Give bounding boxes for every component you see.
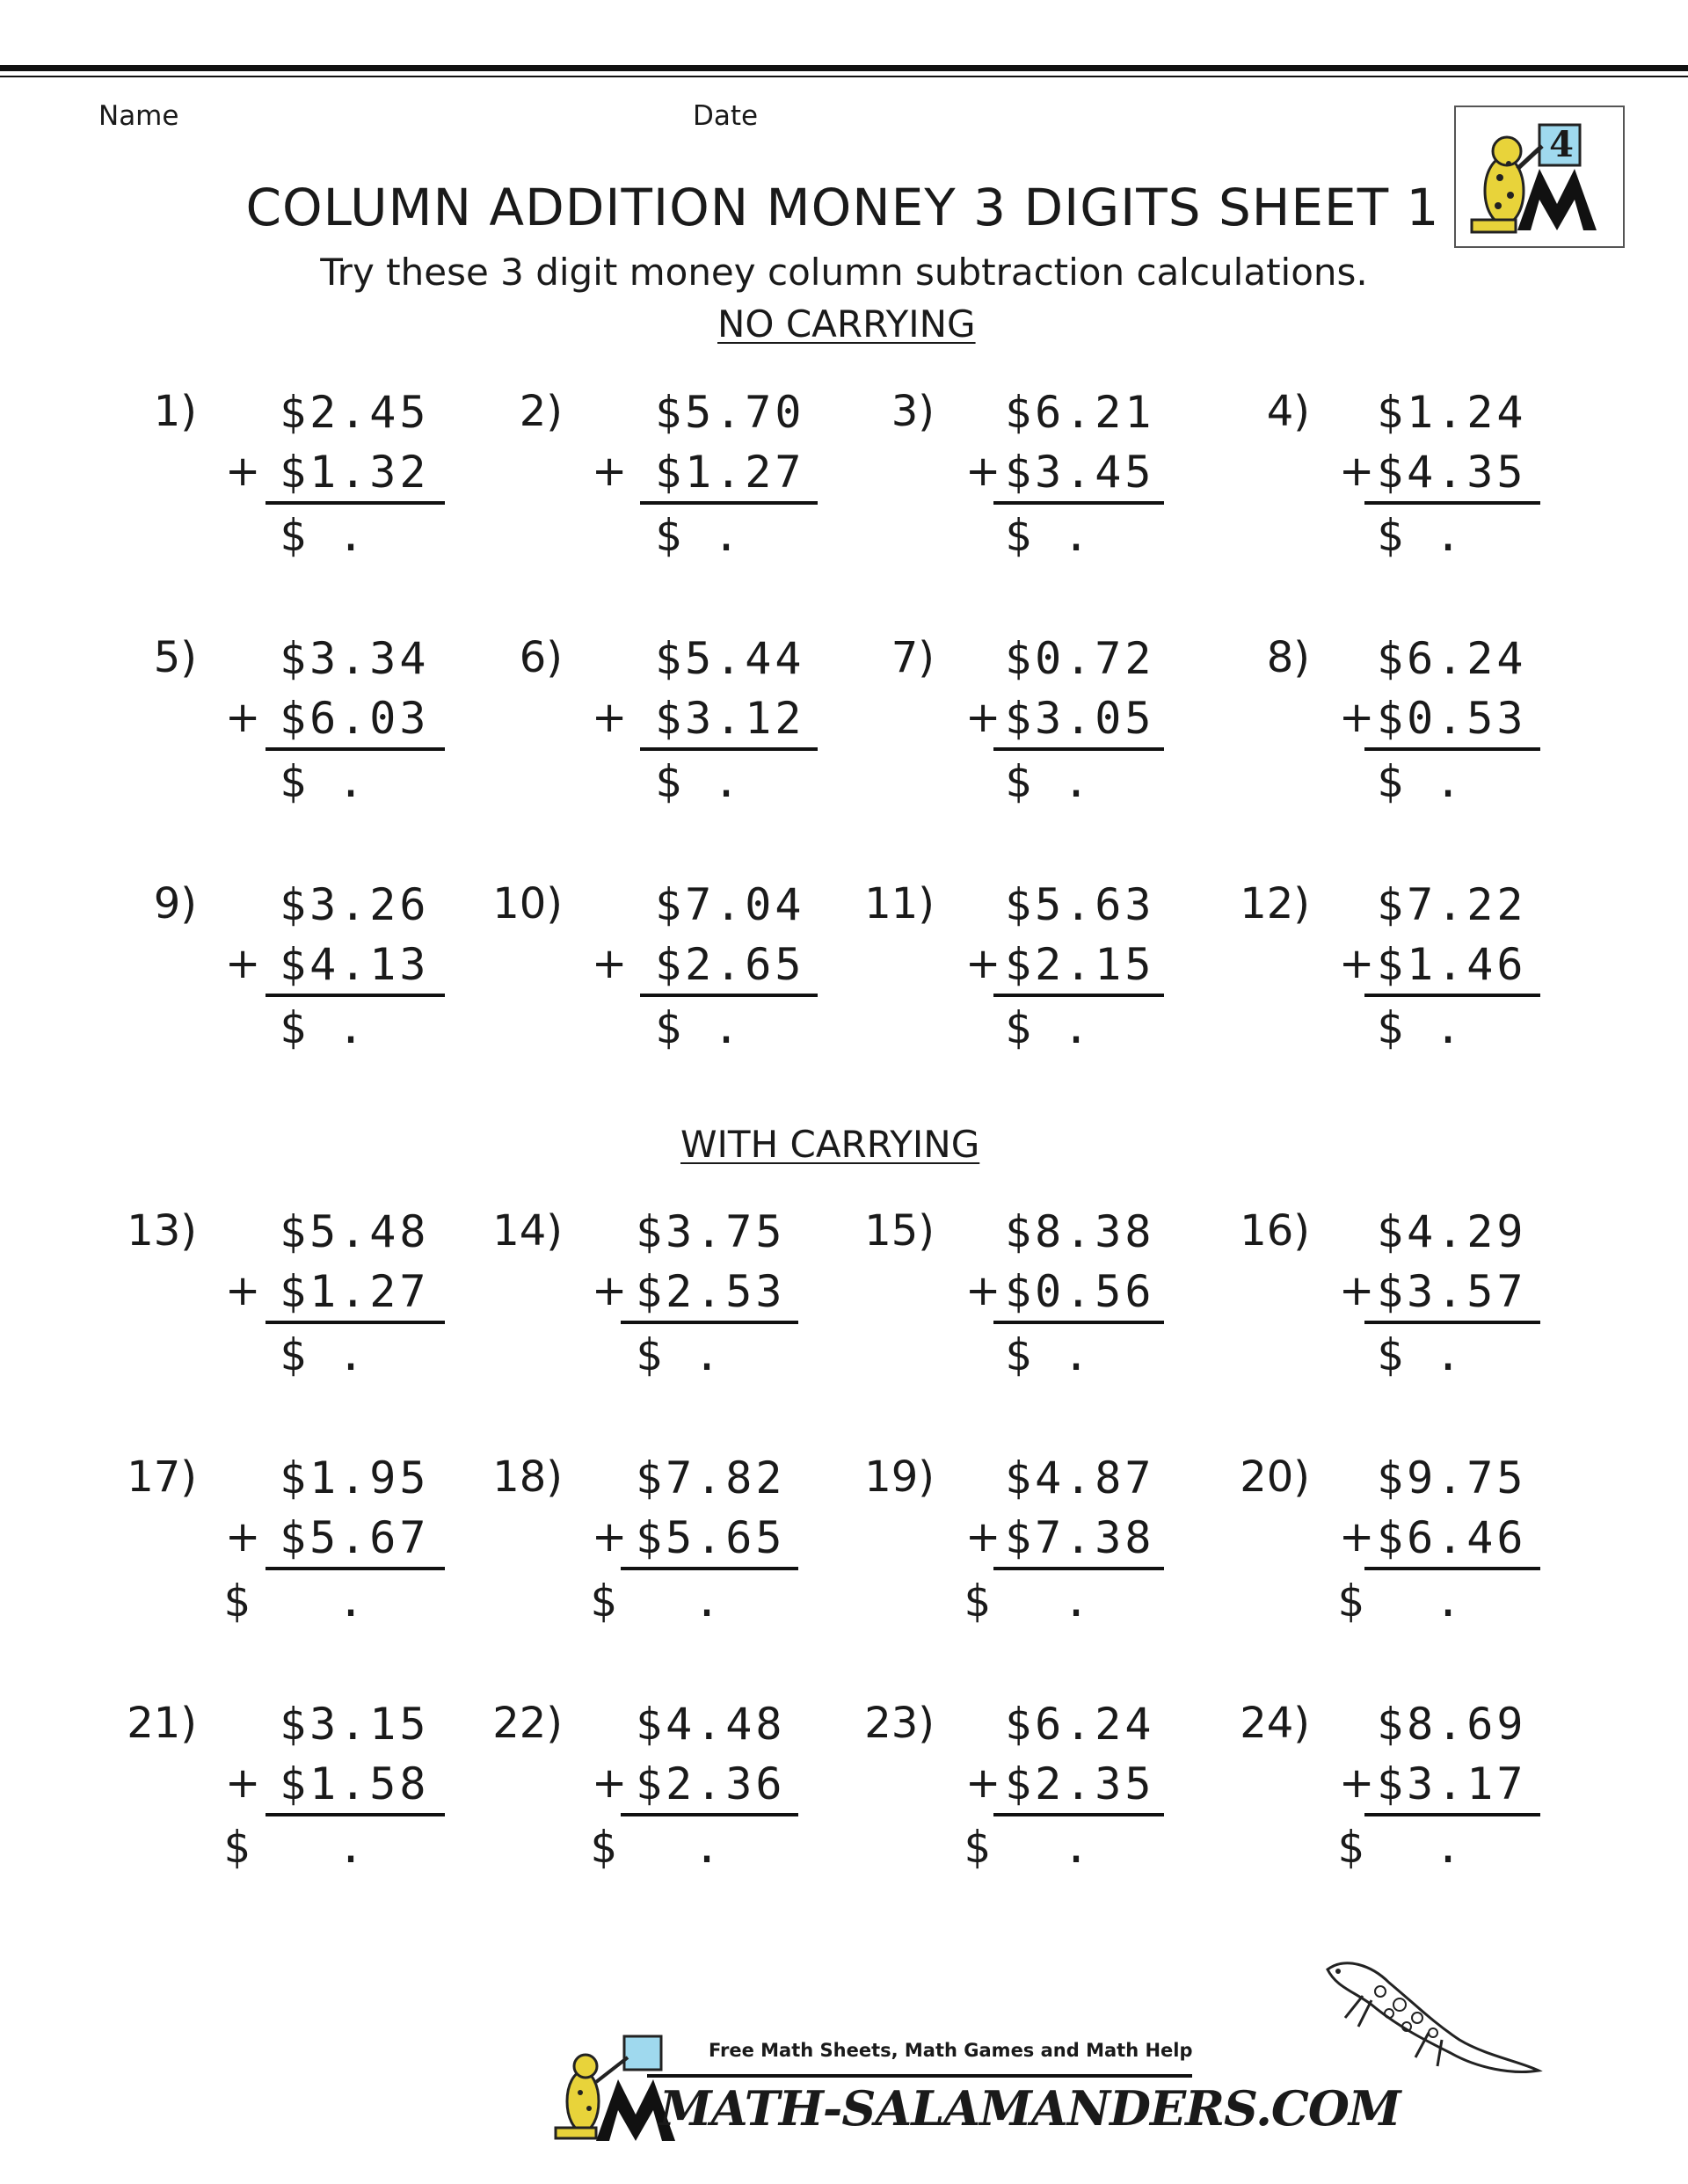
problem-addend-bottom: $6.46 [1377,1512,1527,1563]
problem-addend-bottom: $5.65 [636,1512,786,1563]
answer-dot: . [338,1002,365,1053]
answer-line [640,994,818,997]
answer-line [1364,1321,1540,1324]
answer-dot: . [1435,1576,1462,1627]
answer-line [993,1813,1164,1816]
answer-line [266,1813,445,1816]
problem-number: 8) [1266,633,1310,682]
footer-rule [647,2074,1192,2078]
problem-addend-bottom: $1.32 [280,447,430,498]
plus-sign: + [965,939,1001,988]
problem-addend-bottom: $1.46 [1377,939,1527,990]
problem-addend-top: $7.82 [636,1452,786,1503]
answer-line [1364,501,1540,505]
plus-sign: + [1339,939,1375,988]
answer-line [621,1813,798,1816]
problem-addend-bottom: $2.15 [1005,939,1155,990]
answer-dollar: $ [223,1576,251,1627]
plus-sign: + [1339,1758,1375,1808]
answer-dollar: $ [964,1822,991,1873]
problem-addend-bottom: $6.03 [280,693,430,744]
answer-line [621,1567,798,1570]
problem-addend-top: $5.48 [280,1206,430,1257]
problem-number: 9) [153,879,197,928]
answer-dot: . [694,1822,721,1873]
plus-sign: + [1339,447,1375,496]
answer-dollar: $ [655,1002,682,1053]
answer-dot: . [1063,510,1090,561]
problem-addend-top: $6.21 [1005,387,1155,438]
problem-addend-bottom: $2.35 [1005,1758,1155,1809]
problem-number: 21) [127,1699,197,1748]
problem-addend-top: $5.63 [1005,879,1155,930]
answer-dot: . [694,1576,721,1627]
problem-number: 20) [1240,1452,1310,1502]
problem-number: 14) [492,1206,563,1256]
answer-line [993,501,1164,505]
answer-dollar: $ [280,756,307,807]
salamander-illustration [1319,1952,1547,2084]
problem-addend-top: $7.04 [655,879,805,930]
problem-addend-top: $7.22 [1377,879,1527,930]
logo-badge-number: 4 [1549,124,1574,165]
answer-dollar: $ [590,1576,617,1627]
answer-dollar: $ [1377,510,1404,561]
answer-dollar: $ [1377,756,1404,807]
problem-number: 10) [492,879,563,928]
problem-addend-top: $3.34 [280,633,430,684]
answer-line [1364,747,1540,751]
problem-number: 13) [127,1206,197,1256]
problem-number: 18) [492,1452,563,1502]
answer-dot: . [1435,510,1462,561]
answer-dot: . [1063,1002,1090,1053]
answer-dot: . [338,1329,365,1380]
answer-dollar: $ [280,1329,307,1380]
plus-sign: + [592,939,628,988]
problem-addend-bottom: $1.58 [280,1758,430,1809]
plus-sign: + [592,447,628,496]
problem-addend-bottom: $1.27 [655,447,805,498]
problem-addend-top: $2.45 [280,387,430,438]
plus-sign: + [592,1512,628,1562]
section-no-carrying: NO CARRYING [717,302,976,346]
answer-dot: . [1063,1329,1090,1380]
problem-number: 1) [153,387,197,436]
page-title: COLUMN ADDITION MONEY 3 DIGITS SHEET 1 [245,178,1440,237]
problem-addend-bottom: $2.53 [636,1266,786,1317]
answer-dollar: $ [223,1822,251,1873]
problem-addend-top: $3.15 [280,1699,430,1750]
section-with-carrying: WITH CARRYING [680,1123,980,1166]
problem-addend-top: $6.24 [1377,633,1527,684]
answer-dollar: $ [1005,510,1032,561]
problem-addend-bottom: $0.56 [1005,1266,1155,1317]
footer-tagline: Free Math Sheets, Math Games and Math Help [709,2040,1193,2061]
problem-addend-top: $6.24 [1005,1699,1155,1750]
plus-sign: + [965,693,1001,742]
answer-dot: . [713,510,740,561]
answer-line [621,1321,798,1324]
answer-line [266,1321,445,1324]
problem-addend-top: $4.29 [1377,1206,1527,1257]
answer-line [266,501,445,505]
problem-number: 6) [519,633,563,682]
problem-addend-top: $8.69 [1377,1699,1527,1750]
answer-line [266,994,445,997]
answer-dot: . [1063,1576,1090,1627]
answer-line [1364,1813,1540,1816]
plus-sign: + [225,447,261,496]
answer-line [993,1321,1164,1324]
answer-dot: . [1435,756,1462,807]
answer-dot: . [1435,1822,1462,1873]
problem-addend-bottom: $2.36 [636,1758,786,1809]
plus-sign: + [965,1758,1001,1808]
answer-line [993,747,1164,751]
problem-number: 23) [864,1699,935,1748]
problem-addend-bottom: $3.12 [655,693,805,744]
answer-dollar: $ [280,1002,307,1053]
answer-dollar: $ [964,1576,991,1627]
plus-sign: + [225,939,261,988]
answer-dollar: $ [1377,1002,1404,1053]
answer-line [266,747,445,751]
problem-addend-bottom: $4.13 [280,939,430,990]
plus-sign: + [965,447,1001,496]
answer-dot: . [1063,756,1090,807]
answer-dollar: $ [655,510,682,561]
answer-dollar: $ [1005,756,1032,807]
problem-number: 4) [1266,387,1310,436]
problem-number: 19) [864,1452,935,1502]
footer-site-name: MATH-SALAMANDERS.COM [659,2080,1401,2137]
answer-dollar: $ [1337,1576,1364,1627]
problem-addend-bottom: $3.05 [1005,693,1155,744]
top-rule-thin [0,76,1688,77]
answer-dot: . [338,510,365,561]
problem-addend-bottom: $3.57 [1377,1266,1527,1317]
name-label: Name [98,100,179,132]
problem-addend-bottom: $0.53 [1377,693,1527,744]
problem-number: 12) [1240,879,1310,928]
answer-dollar: $ [636,1329,663,1380]
problem-addend-top: $9.75 [1377,1452,1527,1503]
problem-number: 15) [864,1206,935,1256]
answer-dollar: $ [590,1822,617,1873]
answer-dot: . [1063,1822,1090,1873]
plus-sign: + [225,1512,261,1562]
problem-number: 22) [492,1699,563,1748]
problem-number: 3) [891,387,935,436]
answer-dot: . [1435,1329,1462,1380]
answer-dollar: $ [280,510,307,561]
answer-dot: . [713,1002,740,1053]
problem-addend-bottom: $7.38 [1005,1512,1155,1563]
problem-addend-bottom: $3.17 [1377,1758,1527,1809]
plus-sign: + [1339,693,1375,742]
problem-addend-top: $5.44 [655,633,805,684]
answer-dot: . [338,1822,365,1873]
problem-addend-bottom: $5.67 [280,1512,430,1563]
problem-addend-top: $1.95 [280,1452,430,1503]
answer-line [1364,994,1540,997]
plus-sign: + [592,693,628,742]
answer-dollar: $ [1005,1329,1032,1380]
answer-dollar: $ [655,756,682,807]
answer-dollar: $ [1005,1002,1032,1053]
problem-addend-top: $1.24 [1377,387,1527,438]
answer-line [640,747,818,751]
problem-addend-bottom: $3.45 [1005,447,1155,498]
answer-dot: . [694,1329,721,1380]
problem-addend-bottom: $1.27 [280,1266,430,1317]
answer-dot: . [713,756,740,807]
plus-sign: + [965,1512,1001,1562]
plus-sign: + [965,1266,1001,1315]
answer-line [266,1567,445,1570]
answer-dot: . [338,1576,365,1627]
answer-line [640,501,818,505]
answer-line [993,994,1164,997]
plus-sign: + [225,1266,261,1315]
problem-addend-top: $0.72 [1005,633,1155,684]
problem-addend-top: $4.48 [636,1699,786,1750]
plus-sign: + [225,1758,261,1808]
salamander-icon [1319,1952,1547,2084]
problem-addend-top: $3.26 [280,879,430,930]
problem-addend-bottom: $2.65 [655,939,805,990]
problem-number: 5) [153,633,197,682]
problem-number: 11) [864,879,935,928]
answer-line [1364,1567,1540,1570]
problem-number: 24) [1240,1699,1310,1748]
problem-addend-bottom: $4.35 [1377,447,1527,498]
problem-addend-top: $5.70 [655,387,805,438]
top-rule [0,65,1688,71]
plus-sign: + [1339,1512,1375,1562]
answer-dot: . [1435,1002,1462,1053]
date-label: Date [693,100,759,132]
problem-number: 17) [127,1452,197,1502]
problem-addend-top: $8.38 [1005,1206,1155,1257]
plus-sign: + [225,693,261,742]
plus-sign: + [592,1266,628,1315]
answer-dot: . [338,756,365,807]
answer-dollar: $ [1337,1822,1364,1873]
problem-number: 16) [1240,1206,1310,1256]
problem-number: 2) [519,387,563,436]
problem-addend-top: $4.87 [1005,1452,1155,1503]
answer-line [993,1567,1164,1570]
page-subtitle: Try these 3 digit money column subtraction calculations. [320,251,1368,294]
plus-sign: + [592,1758,628,1808]
answer-dollar: $ [1377,1329,1404,1380]
problem-number: 7) [891,633,935,682]
problem-addend-top: $3.75 [636,1206,786,1257]
plus-sign: + [1339,1266,1375,1315]
